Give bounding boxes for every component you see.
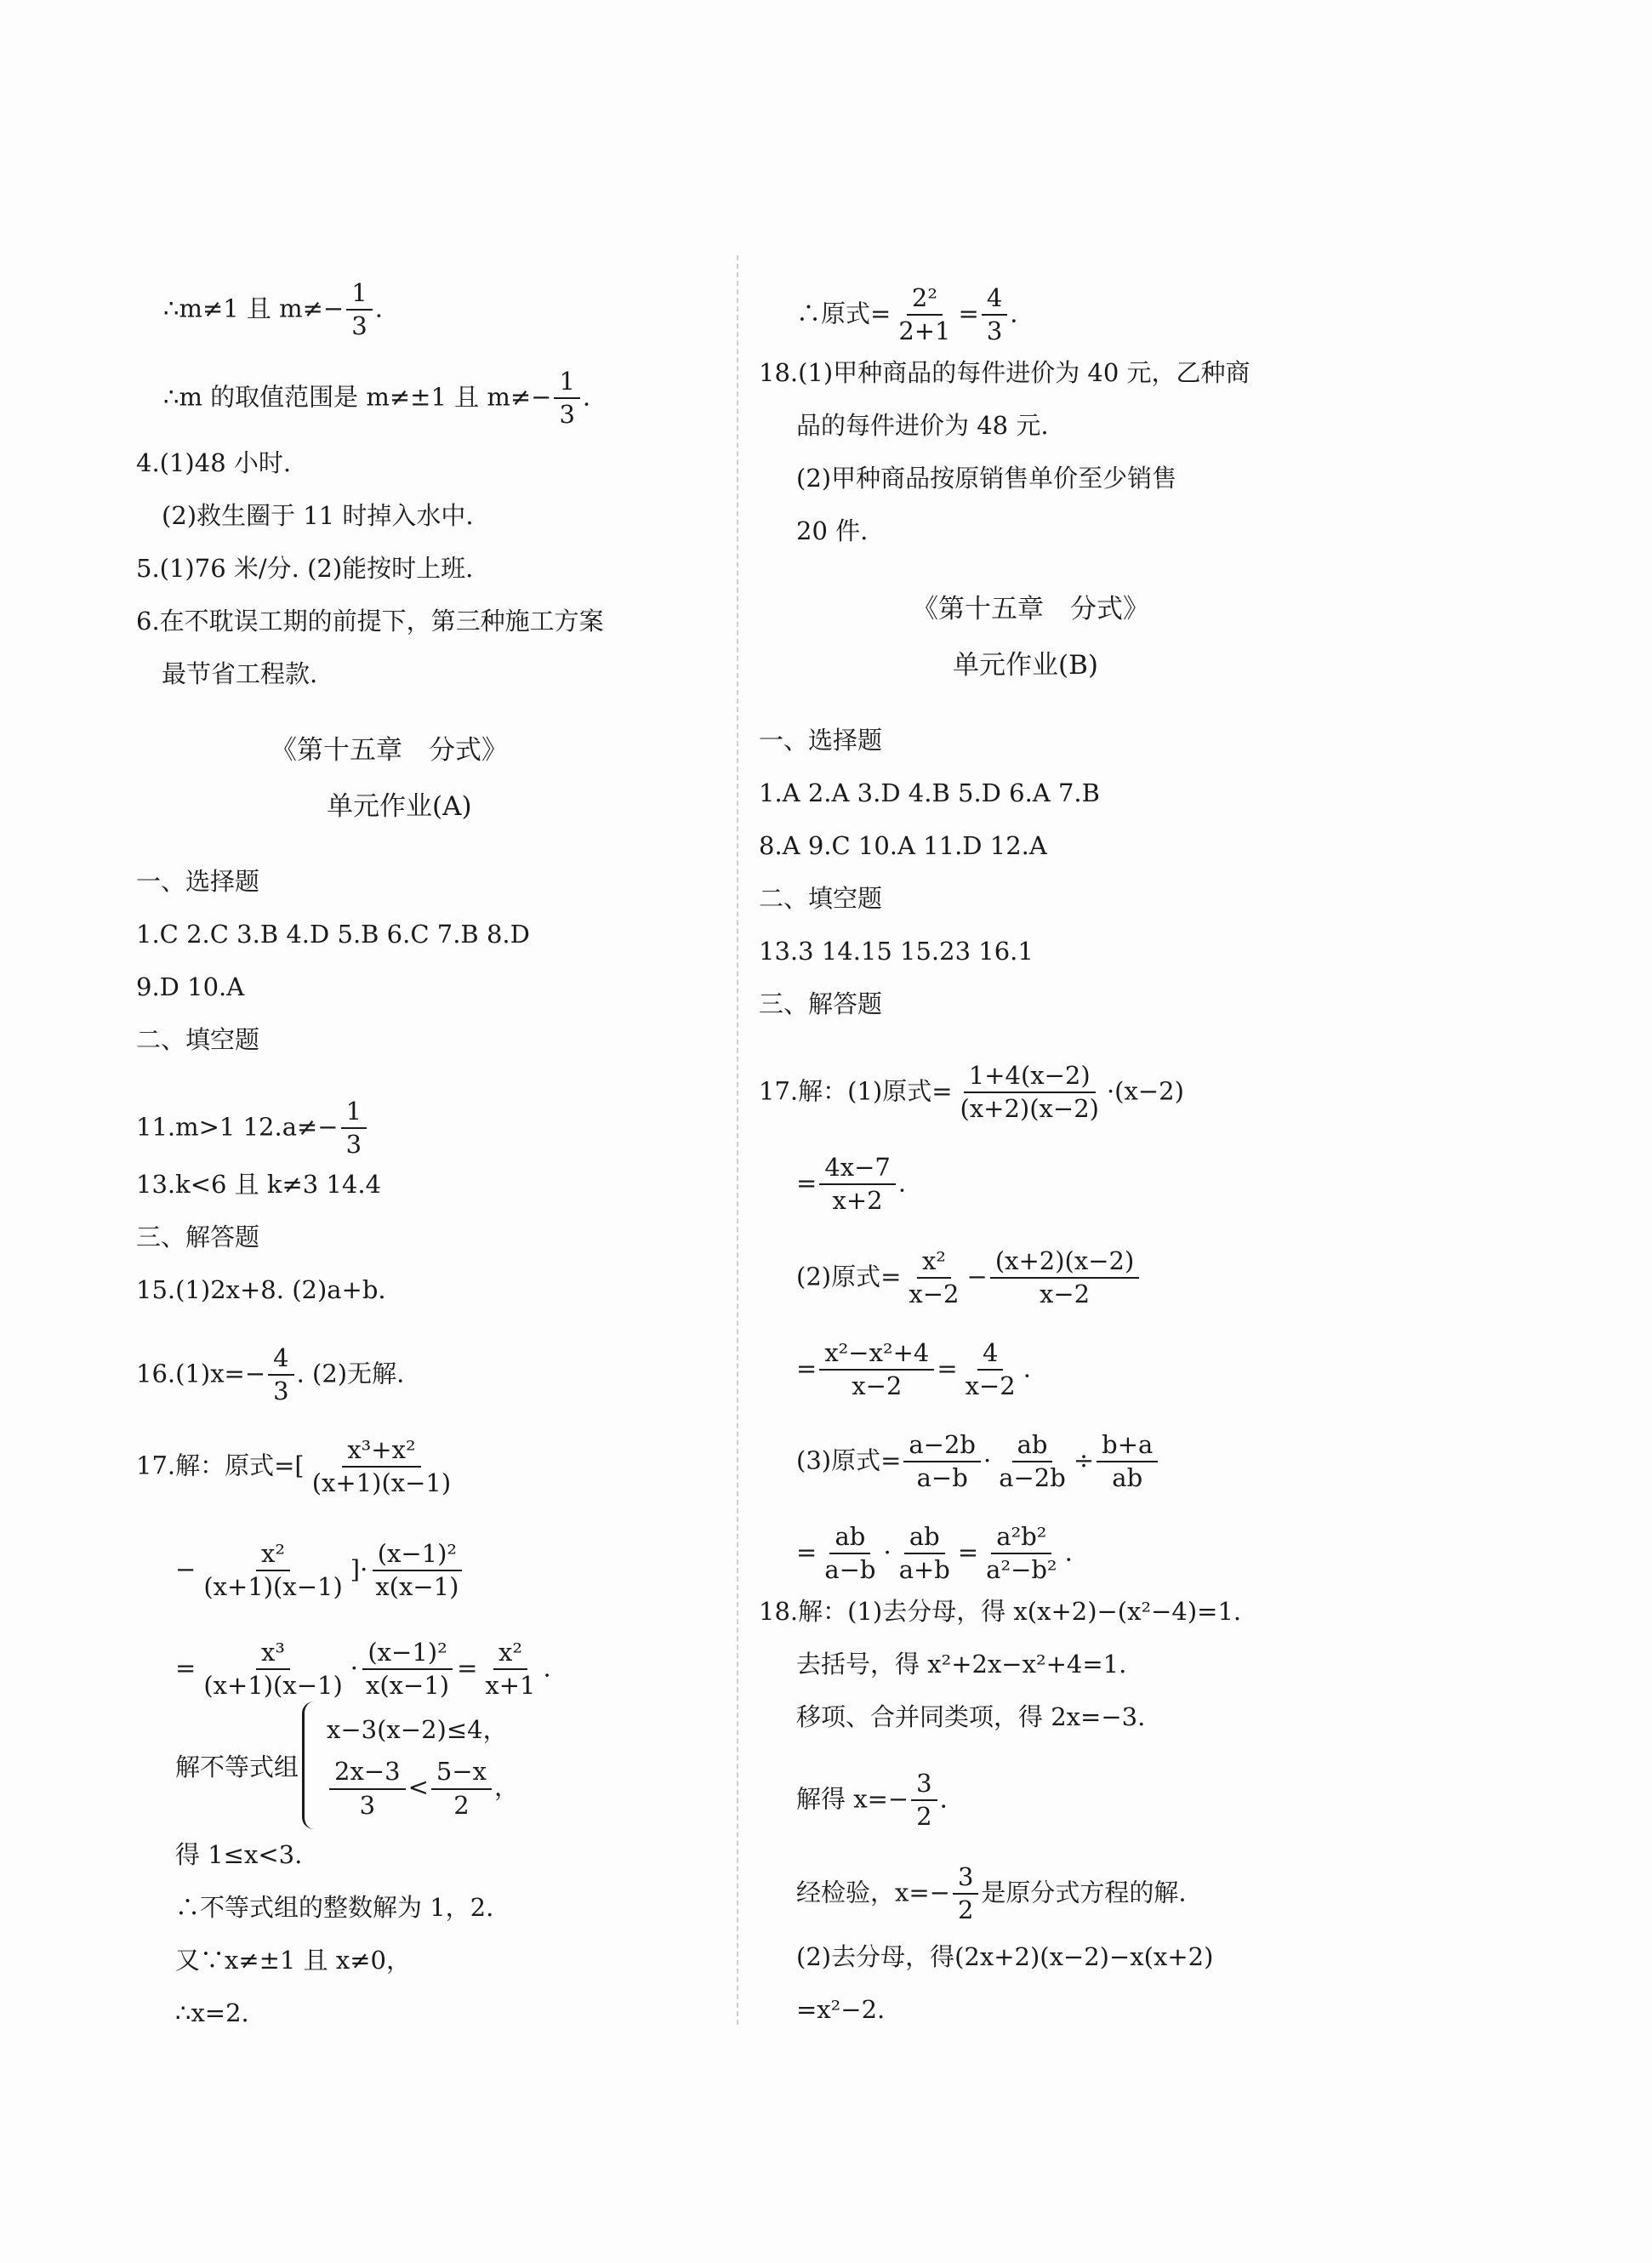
answer-5: 5.(1)76 米/分. (2)能按时上班.	[136, 554, 474, 583]
choice-answers-2: 9.D 10.A	[136, 972, 245, 1001]
fill-answers-b: 13.3 14.15 15.23 16.1	[759, 937, 1034, 966]
solution-18-1: 18.解：(1)去分母，得 x(x+2)−(x²−4)=1.	[759, 1597, 1242, 1626]
answer-18-c: (2)甲种商品按原销售单价至少销售	[796, 464, 1177, 493]
fraction: $\frac{\text{x³+x²}}{(x+1)(x-1)}$	[311, 1435, 452, 1498]
inequality-result: 得 1≤x<3.	[175, 1840, 303, 1869]
integer-solutions: ∴不等式组的整数解为 1，2.	[175, 1893, 494, 1922]
solution-17-1: 17.解：(1)原式= $\frac{1+4(x-2)}{(x+2)(x-2)}$ ·(x−2)	[759, 1061, 1184, 1124]
solution-18-7: =x²−2.	[796, 1995, 886, 2024]
fraction: $\frac{\text{2²}}{2+1}$	[898, 283, 951, 346]
text: ∴m≠1 且 m≠−	[163, 294, 345, 323]
solution-17-2-result: = $\frac{\text{x²−x²+4}}{x-2}$ = $\frac{4}{x-2}$ .	[796, 1338, 1031, 1401]
fraction: $\frac{\text{x²−x²+4}}{x-2}$	[819, 1339, 934, 1401]
range-line-1: ∴m≠1 且 m≠− $\frac{1}{3}$ .	[163, 278, 383, 341]
brace	[302, 1702, 320, 1829]
fraction: $\frac{1}{3}$	[341, 1097, 367, 1160]
solution-18-6: (2)去分母，得(2x+2)(x−2)−x(x+2)	[796, 1942, 1214, 1971]
answer-18-a: 18.(1)甲种商品的每件进价为 40 元，乙种商	[759, 358, 1250, 387]
fraction: $\frac{1}{3}$	[346, 279, 372, 341]
answer-6-a: 6.在不耽误工期的前提下，第三种施工方案	[136, 607, 604, 636]
fraction: $\frac{b+a}{ab}$	[1097, 1431, 1158, 1493]
fraction: $\frac{3}{2}$	[953, 1863, 978, 1925]
solution-18-5: 经检验，x=− $\frac{3}{2}$ 是原分式方程的解.	[796, 1862, 1187, 1925]
section-choice: 一、选择题	[136, 867, 260, 896]
fraction: $\frac{\text{x²}}{(x+1)(x-1)}$	[203, 1539, 343, 1602]
solution-18-2: 去括号，得 x²+2x−x²+4=1.	[796, 1650, 1127, 1679]
section-fill-b: 二、填空题	[759, 884, 883, 913]
section-solve-b: 三、解答题	[759, 989, 883, 1018]
fraction: $\frac{\text{(x−1)²}}{x(x-1)}$	[361, 1639, 454, 1701]
fraction: $\frac{\text{x²}}{x+1}$	[485, 1638, 536, 1701]
fraction: $\frac{3}{2}$	[911, 1770, 937, 1832]
fraction: $\frac{4}{3}$	[982, 284, 1007, 346]
fraction: $\frac{ab}{a-b}$	[824, 1522, 876, 1585]
original-value: ∴原式= $\frac{\text{2²}}{2+1}$ = $\frac{4}{3}$ .	[796, 283, 1018, 346]
column-divider	[737, 255, 738, 2025]
fill-answers-2: 13.k<6 且 k≠3 14.4	[136, 1170, 381, 1199]
fraction: $\frac{1+4(x-2)}{(x+2)(x-2)}$	[960, 1061, 1099, 1124]
fraction: $\frac{\text{x³}}{(x+1)(x-1)}$	[203, 1638, 343, 1701]
answer-6-b: 最节省工程款.	[162, 659, 318, 688]
fraction: $\frac{4x-7}{x+2}$	[819, 1154, 896, 1216]
fraction: $\frac{ab}{a+b}$	[898, 1522, 950, 1585]
answer-17-line2: − $\frac{\text{x²}}{(x+1)(x-1)}$ ]· $\frac{\text{(x−1)²}}{x(x-1)}$	[175, 1540, 466, 1602]
answer-16: 16.(1)x=− $\frac{4}{3}$ . (2)无解.	[136, 1343, 405, 1406]
range-line-2: ∴m 的取值范围是 m≠±1 且 m≠− $\frac{1}{3}$ .	[163, 367, 591, 430]
answer-18-d: 20 件.	[796, 516, 869, 545]
fraction: $\frac{\text{(x−1)²}}{x(x-1)}$	[370, 1540, 464, 1602]
fraction: $\frac{\text{a²b²}}{\text{a²−b²}}$	[986, 1522, 1057, 1585]
fraction: $\frac{5-x}{2}$	[431, 1758, 492, 1820]
unit-title-b: 单元作业(B)	[953, 650, 1098, 681]
fill-answers-1: 11.m>1 12.a≠− $\frac{1}{3}$	[136, 1097, 369, 1160]
solution-18-4: 解得 x=− $\frac{3}{2}$ .	[796, 1769, 948, 1832]
choice-answers-b1: 1.A 2.A 3.D 4.B 5.D 6.A 7.B	[759, 778, 1100, 807]
chapter-title-b: 《第十五章 分式》	[912, 594, 1149, 624]
fraction: $\frac{a-2b}{a-b}$	[903, 1431, 981, 1493]
fraction: $\frac{4}{x-2}$	[965, 1338, 1016, 1401]
answer-18-b: 品的每件进价为 48 元.	[796, 411, 1049, 440]
fraction: $\frac{4}{3}$	[268, 1344, 293, 1406]
section-solve: 三、解答题	[136, 1223, 260, 1251]
solution-17-2: (2)原式= $\frac{\text{x²}}{x-2}$ − $\frac{(x+2)(x-2)}{x-2}$	[796, 1247, 1142, 1309]
solution-17-3-result: = $\frac{ab}{a-b}$ · $\frac{ab}{a+b}$ = $\frac{\text{a²b²}}{\text{a²−b²}}$ .	[796, 1522, 1073, 1585]
solution-18-3: 移项、合并同类项，得 2x=−3.	[796, 1702, 1146, 1731]
choice-answers-b2: 8.A 9.C 10.A 11.D 12.A	[759, 831, 1047, 860]
section-fill: 二、填空题	[136, 1025, 260, 1054]
answer-4-2: (2)救生圈于 11 时掉入水中.	[162, 501, 474, 530]
answer-17-line1: 17.解：原式=[ $\frac{\text{x³+x²}}{(x+1)(x-1)}$	[136, 1436, 459, 1498]
answer-4-1: 4.(1)48 小时.	[136, 448, 292, 477]
unit-title-a: 单元作业(A)	[327, 791, 472, 822]
choice-answers-1: 1.C 2.C 3.B 4.D 5.B 6.C 7.B 8.D	[136, 920, 530, 949]
chapter-title-a: 《第十五章 分式》	[271, 735, 508, 766]
fraction: $\frac{1}{3}$	[554, 368, 579, 430]
answer-17-line3: = $\frac{\text{x³}}{(x+1)(x-1)}$ · $\frac{\text{(x−1)²}}{x(x-1)}$ = $\frac{\text{x²}}{x+1}$ .	[175, 1638, 551, 1701]
fraction: $\frac{2x-3}{3}$	[329, 1758, 406, 1820]
fraction: $\frac{(x+2)(x-2)}{x-2}$	[990, 1247, 1139, 1309]
x-value: ∴x=2.	[175, 1998, 249, 2027]
inequality-system: 解不等式组 x−3(x−2)≤4， $\frac{2x-3}{3}$ < $\frac{5-x}{2}$ ，	[175, 1702, 519, 1829]
section-choice-b: 一、选择题	[759, 726, 883, 755]
condition-line: 又∵x≠±1 且 x≠0，	[175, 1946, 411, 1975]
fraction: $\frac{\text{x²}}{x-2}$	[909, 1246, 960, 1309]
fraction: $\frac{ab}{a-2b}$	[999, 1430, 1066, 1493]
solution-17-1-result: = $\frac{4x-7}{x+2}$ .	[796, 1153, 907, 1216]
answer-15: 15.(1)2x+8. (2)a+b.	[136, 1275, 386, 1304]
solution-17-3: (3)原式= $\frac{a-2b}{a-b}$ · $\frac{ab}{a-2b}$ ÷ $\frac{b+a}{ab}$	[796, 1431, 1160, 1493]
